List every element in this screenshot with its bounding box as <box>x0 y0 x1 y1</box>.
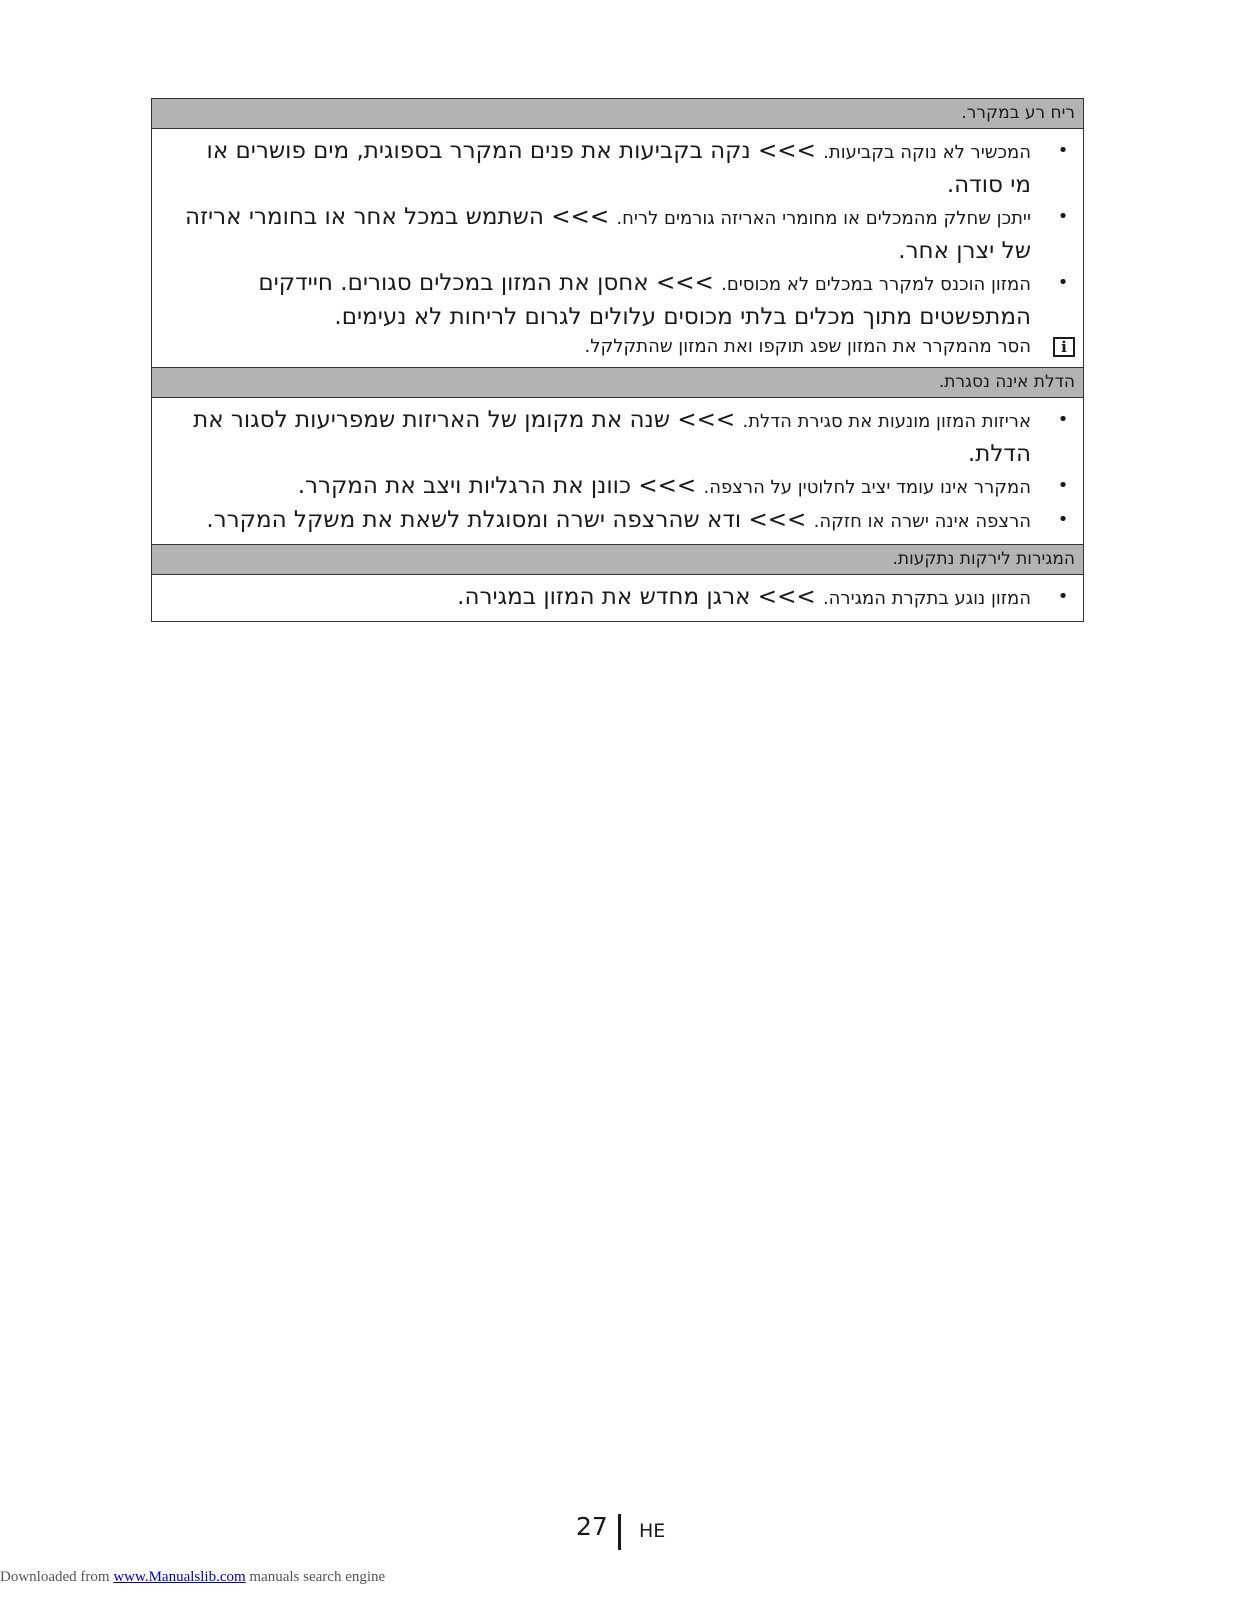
list-item <box>180 404 1083 470</box>
download-footer <box>0 1569 385 1586</box>
page-language: HE <box>639 1520 666 1542</box>
item-cause: אריזות המזון מונעות את סגירת הדלת. <box>742 411 1031 432</box>
bullet: • <box>1057 475 1069 496</box>
item-cause: הרצפה אינה ישרה או חזקה. <box>813 511 1031 532</box>
manualslib-link[interactable]: www.Manualslib.com <box>113 1569 246 1585</box>
info-icon: i <box>1053 337 1075 357</box>
item-remedy: >>> השתמש במכל אחר או בחומרי אריזה של יצרן אחר. <box>185 204 1031 264</box>
list-item <box>180 267 1083 333</box>
list-item <box>180 581 1083 615</box>
item-cause: ייתכן שחלק מהמכלים או מחומרי האריזה גורמים לריח. <box>616 208 1031 229</box>
item-cause: המזון הוכנס למקרר במכלים לא מכוסים. <box>721 274 1031 295</box>
section-body-crisper-stuck <box>152 575 1083 621</box>
footer-prefix: Downloaded from <box>0 1569 114 1585</box>
page-number: 27 <box>576 1512 608 1541</box>
bullet: • <box>1057 206 1069 227</box>
section-header-door-not-closing: הדלת אינה נסגרת. <box>152 368 1083 398</box>
list-item <box>180 201 1083 267</box>
list-item <box>180 470 1083 504</box>
list-item <box>180 135 1083 201</box>
list-item <box>180 504 1083 538</box>
info-note <box>180 333 1083 361</box>
item-cause: המזון נוגע בתקרת המגירה. <box>822 588 1031 609</box>
item-cause: המקרר אינו עומד יציב לחלוטין על הרצפה. <box>703 477 1031 498</box>
item-remedy: >>> אחסן את המזון במכלים סגורים. חיידקים המתפשטים מתוך מכלים בלתי מכוסים עלולים לגרום לריחות לא נעימים. <box>258 270 1031 330</box>
item-remedy: >>> כוונן את הרגליות ויצב את המקרר. <box>297 473 697 499</box>
bullet: • <box>1057 409 1069 430</box>
section-body-bad-odor <box>152 129 1083 368</box>
item-remedy: >>> נקה בקביעות את פנים המקרר בספוגית, מים פושרים או מי סודה. <box>206 138 1031 198</box>
section-body-door-not-closing <box>152 398 1083 545</box>
troubleshooting-table <box>151 98 1084 622</box>
footer-suffix: manuals search engine <box>245 1569 386 1585</box>
note-text: הסר מהמקרר את המזון שפג תוקפו ואת המזון שהתקלקל. <box>584 336 1031 357</box>
item-remedy: >>> ודא שהרצפה ישרה ומסוגלת לשאת את משקל המקרר. <box>206 507 807 533</box>
section-header-crisper-stuck: המגירות לירקות נתקעות. <box>152 545 1083 575</box>
bullet: • <box>1057 509 1069 530</box>
section-header-bad-odor: ריח רע במקרר. <box>152 99 1083 129</box>
item-remedy: >>> שנה את מקומן של האריזות שמפריעות לסגור את הדלת. <box>193 407 1031 467</box>
bullet: • <box>1057 272 1069 293</box>
item-cause: המכשיר לא נוקה בקביעות. <box>823 142 1031 163</box>
bullet: • <box>1057 140 1069 161</box>
bullet: • <box>1057 586 1069 607</box>
item-remedy: >>> ארגן מחדש את המזון במגירה. <box>457 584 816 610</box>
page-separator <box>618 1514 621 1550</box>
